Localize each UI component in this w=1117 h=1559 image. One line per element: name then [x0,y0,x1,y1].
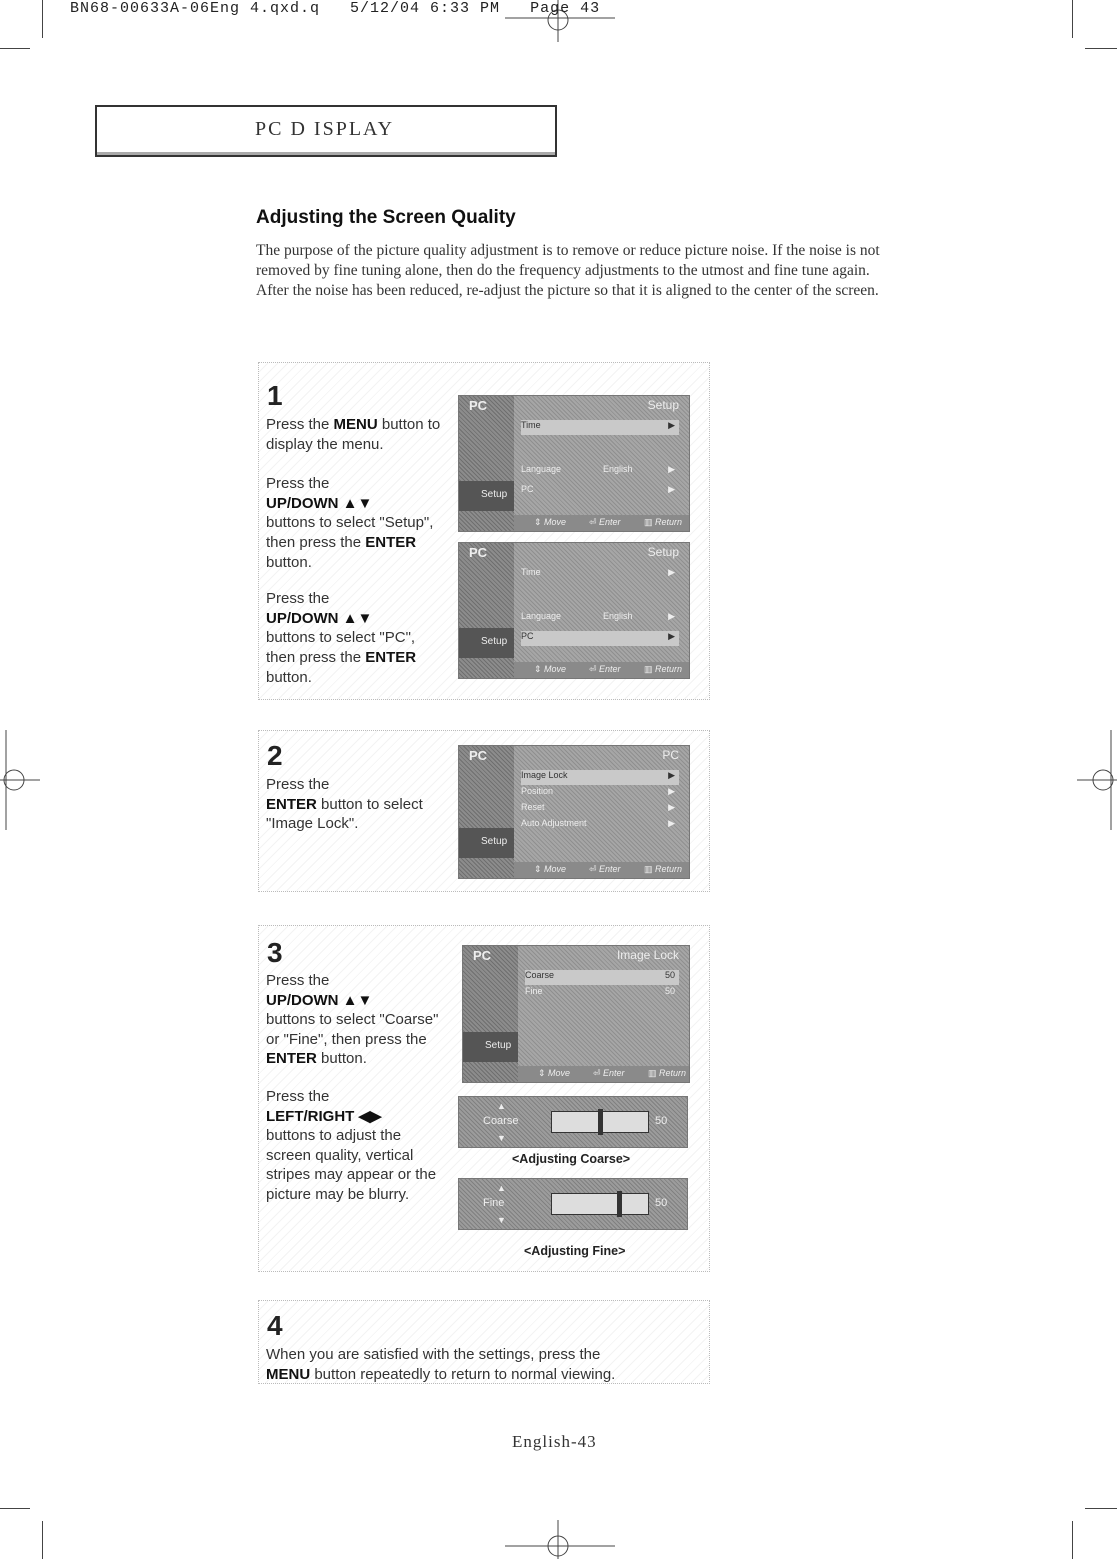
fine-label: Fine [483,1197,505,1209]
osd-image-lock-menu [462,945,690,1083]
osd-title: PC [662,748,679,762]
intro-paragraph: The purpose of the picture quality adjustment is to remove or reduce picture noise. If the noise is not removed by fine tuning alone, then do the frequency adjustments to the utmost and fine tune again. After the noise has been reduced, re-adjust the picture so that it is aligned to the center of the screen. [256,242,880,299]
page-title: PC D ISPLAY [255,118,395,140]
osd-sidebar [459,746,514,878]
osd-setup-menu-pc [458,542,690,679]
crop-mark [0,48,30,49]
osd-row: Coarse 50 [525,970,679,985]
osd-row: Time ▶ [521,420,679,435]
crop-mark [1072,1521,1073,1559]
up-arrow-icon: ▲ [497,1183,506,1193]
step-number: 4 [267,1310,283,1341]
registration-mark-bottom [505,1520,615,1559]
down-arrow-icon: ▼ [497,1215,506,1225]
step-number: 2 [267,740,283,771]
crop-mark [1085,48,1117,49]
osd-row: Language English ▶ [521,464,675,474]
osd-row: Language English ▶ [521,611,675,621]
registration-mark-left [0,730,40,830]
osd-title: Setup [647,545,679,559]
osd-sidebar-label: PC [469,398,488,413]
osd-selected-icon: Setup [459,628,514,658]
coarse-slider-track [551,1111,649,1133]
osd-row: Time ▶ [521,567,675,577]
osd-sidebar-label: PC [469,748,488,763]
osd-row: Image Lock ▶ [521,770,679,785]
step-1-para-1: Press the MENU button to display the menu. [266,416,441,453]
crop-mark [42,0,43,38]
osd-footer: ⇕ Move ⏎ Enter ▥ Return [514,515,689,531]
coarse-label: Coarse [483,1115,519,1127]
step-1-text [266,415,446,687]
osd-row: Position ▶ [521,786,675,796]
osd-selected-icon: Setup [459,828,514,858]
page-number: English-43 [512,1432,597,1451]
step-3-para-1: Press the UP/DOWN ▲▼ buttons to select "Coarse" or "Fine", then press the ENTER button. [266,972,439,1068]
crop-mark [42,1521,43,1559]
crop-mark [1072,0,1073,38]
step-1-para-3: Press the UP/DOWN ▲▼ buttons to select "PC", then press the ENTER button. [266,590,417,686]
osd-row: PC ▶ [521,484,675,494]
osd-footer: ⇕ Move ⏎ Enter ▥ Return [514,862,689,878]
osd-sidebar [459,396,514,531]
osd-pc-menu [458,745,690,879]
osd-row: Fine 50 [525,986,675,996]
step-1-para-2: Press the UP/DOWN ▲▼ buttons to select "Setup", then press the ENTER button. [266,475,434,571]
step-3-para-2: Press the LEFT/RIGHT ◀▶ buttons to adjust the screen quality, vertical stripes may appear or the picture may be blurry. [266,1087,437,1203]
coarse-slider-bar [458,1096,688,1148]
osd-row: Reset ▶ [521,802,675,812]
crop-mark [0,1508,30,1509]
step-number: 3 [267,937,283,968]
step-2-text: Press the ENTER button to select "Image Lock". [266,776,423,833]
osd-row: PC ▶ [521,631,679,646]
step-number: 1 [267,380,283,411]
osd-sidebar [459,543,514,678]
osd-row: Auto Adjustment ▶ [521,818,675,828]
osd-sidebar-label: PC [469,545,488,560]
osd-footer: ⇕ Move ⏎ Enter ▥ Return [518,1066,689,1082]
fine-value: 50 [655,1197,668,1209]
osd-title: Setup [647,398,679,412]
osd-sidebar [463,946,518,1082]
osd-title: Image Lock [616,948,679,962]
step-3-text [266,971,446,1205]
coarse-value: 50 [655,1115,668,1127]
coarse-slider-knob [598,1109,603,1135]
osd-selected-icon: Setup [463,1032,518,1062]
osd-sidebar-label: PC [473,948,492,963]
osd-footer: ⇕ Move ⏎ Enter ▥ Return [514,662,689,678]
osd-setup-menu [458,395,690,532]
step-4-text: When you are satisfied with the settings, press the MENU button repeatedly to return to normal viewing. [266,1346,616,1383]
crop-mark [1085,1508,1117,1509]
print-slug: BN68-00633A-06Eng 4.qxd.q 5/12/04 6:33 PM Page 43 [70,0,601,17]
fine-caption: <Adjusting Fine> [524,1244,626,1258]
osd-selected-icon: Setup [459,481,514,511]
down-arrow-icon: ▼ [497,1133,506,1143]
fine-slider-track [551,1193,649,1215]
section-title: Adjusting the Screen Quality [256,207,516,228]
fine-slider-bar [458,1178,688,1230]
registration-mark-right [1077,730,1117,830]
up-arrow-icon: ▲ [497,1101,506,1111]
coarse-caption: <Adjusting Coarse> [512,1152,631,1166]
fine-slider-knob [617,1191,622,1217]
